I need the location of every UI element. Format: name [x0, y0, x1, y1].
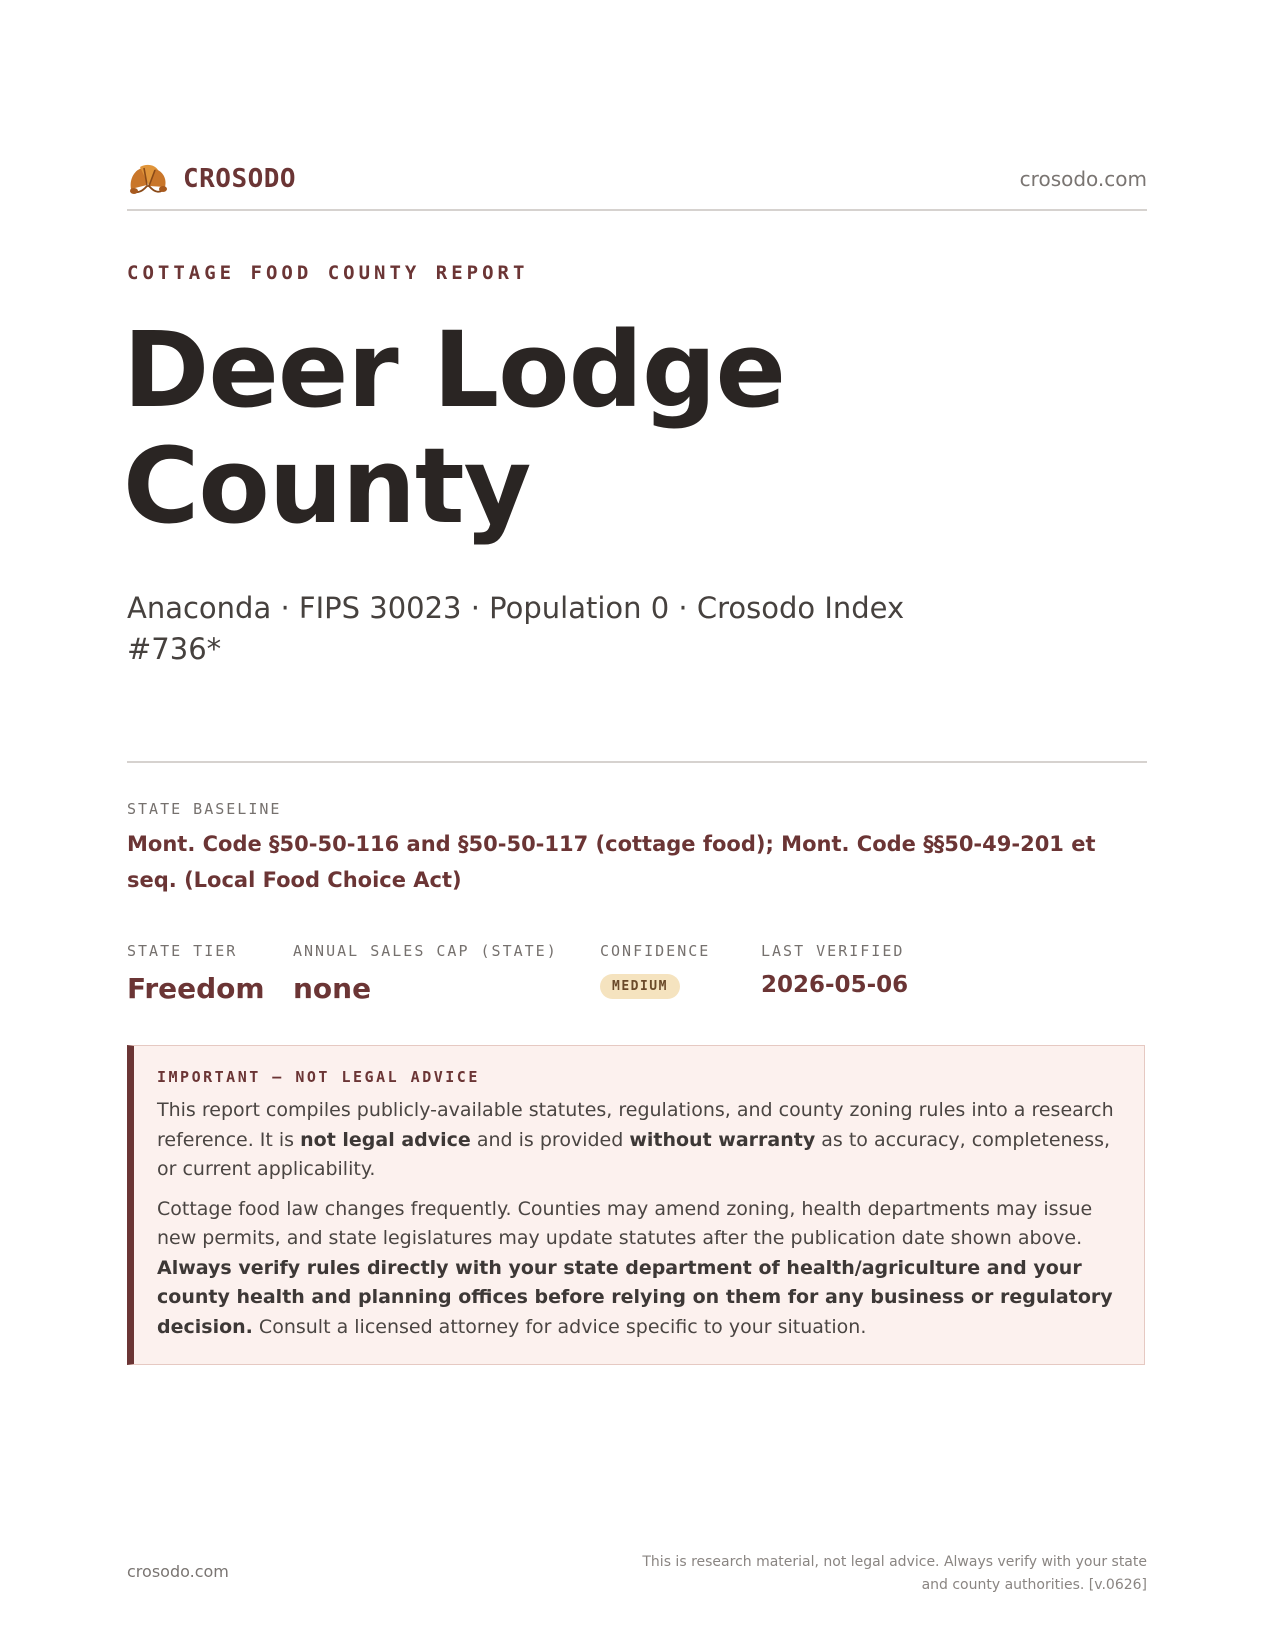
legal-notice-paragraph-1: This report compiles publicly-available statutes, regulations, and county zoning rules into a research reference. It is not legal advice and is provided without warranty as to accuracy, completeness, or current applicability. [157, 1099, 1114, 1180]
last-verified-label: LAST VERIFIED [761, 942, 905, 960]
county-title-line1: Deer Lodge [123, 309, 786, 431]
confidence-label: CONFIDENCE [600, 942, 711, 960]
brand-name: CROSODO [183, 164, 297, 194]
sales-cap-stat [293, 942, 558, 1005]
county-title-line2: County [123, 425, 531, 547]
legal-notice-paragraph-2: Cottage food law changes frequently. Counties may amend zoning, health departments may issue new permits, and state legislatures may update statutes after the publication date shown above. Always verify rules directly with your state department of health/agriculture and your county health and planning offices before relying on them for any business or regulatory decision. Consult a licensed attorney for advice specific to your situation. [157, 1197, 1113, 1338]
footer-site-link[interactable]: crosodo.com [127, 1562, 229, 1581]
state-baseline-value: Mont. Code §50-50-116 and §50-50-117 (cottage food); Mont. Code §§50-49-201 et seq. (Local Food Choice Act) [127, 832, 1096, 892]
legal-notice-title: IMPORTANT — NOT LEGAL ADVICE [157, 1068, 480, 1086]
header-site-link[interactable]: crosodo.com [1019, 167, 1147, 191]
county-title [123, 309, 1143, 547]
state-tier-label: STATE TIER [127, 942, 238, 960]
footer-disclaimer [627, 1551, 1147, 1597]
report-header [127, 155, 1147, 211]
brand-logo[interactable] [127, 159, 296, 199]
section-divider [127, 761, 1147, 763]
croissant-icon [127, 159, 169, 199]
state-tier-value: Freedom [127, 972, 265, 1005]
confidence-badge: MEDIUM [600, 974, 680, 999]
state-baseline-label: STATE BASELINE [127, 800, 282, 818]
footer-disclaimer-line1: This is research material, not legal advice. Always verify with your state [642, 1554, 1147, 1570]
footer-disclaimer-line2: and county authorities. [v.0626] [921, 1577, 1147, 1593]
report-page [123, 0, 1147, 1650]
legal-notice [127, 1045, 1145, 1365]
sales-cap-label: ANNUAL SALES CAP (STATE) [293, 942, 558, 960]
county-subtitle: Anaconda · FIPS 30023 · Population 0 · Crosodo Index #736* [127, 591, 905, 666]
last-verified-value: 2026-05-06 [761, 972, 909, 998]
confidence-stat [600, 942, 710, 999]
last-verified-stat [761, 942, 908, 998]
state-tier-stat [127, 942, 265, 1005]
sales-cap-value: none [293, 972, 372, 1005]
report-eyebrow: COTTAGE FOOD COUNTY REPORT [127, 262, 529, 284]
